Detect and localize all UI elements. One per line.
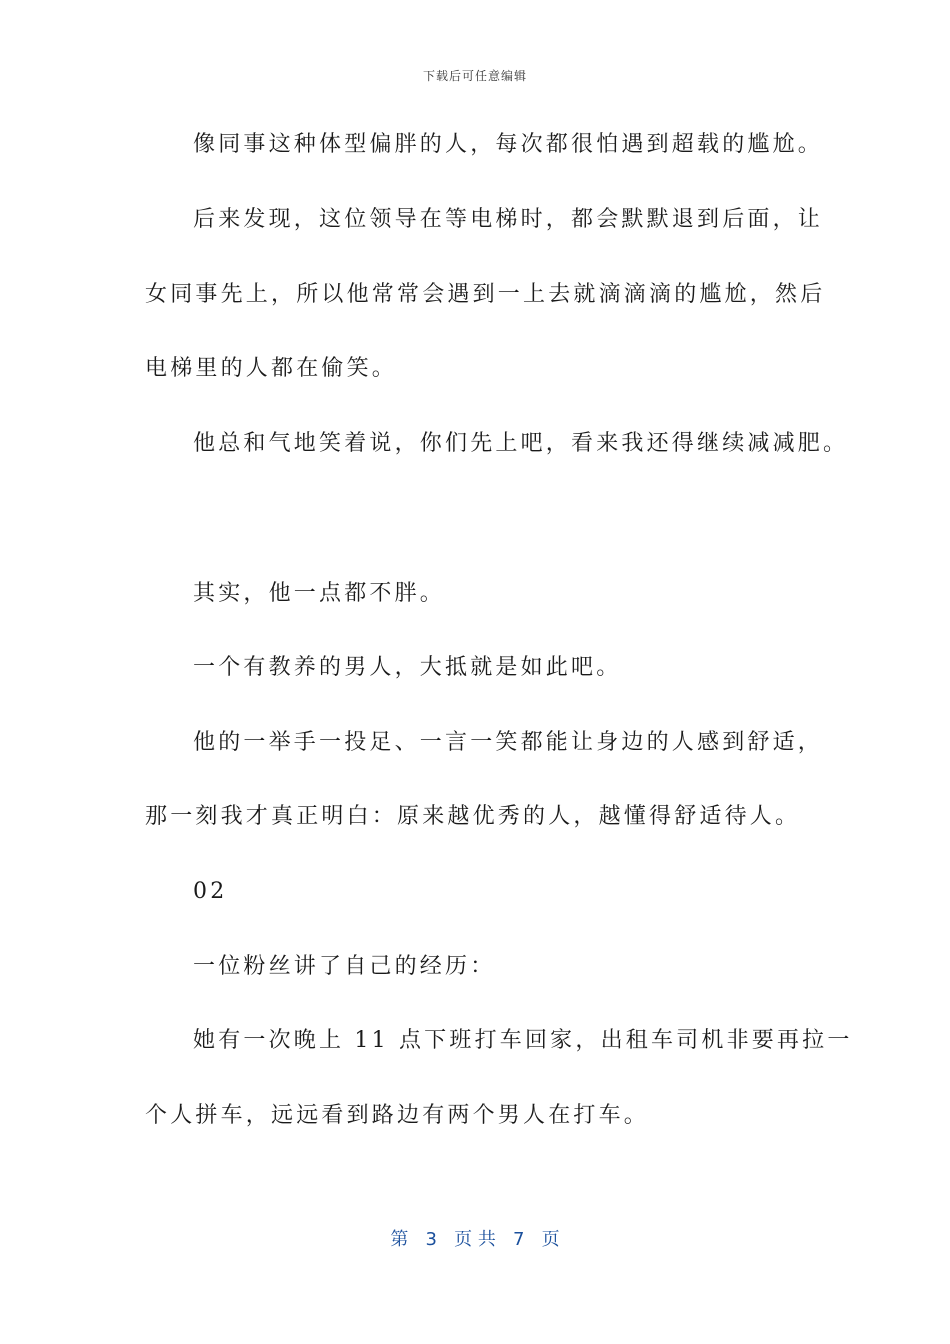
paragraph-line: 其实，他一点都不胖。 (193, 581, 446, 606)
paragraph-line: 个人拼车，远远看到路边有两个男人在打车。 (145, 1103, 650, 1128)
paragraph-line: 那一刻我才真正明白：原来越优秀的人，越懂得舒适待人。 (145, 804, 801, 829)
paragraph-line: 女同事先上，所以他常常会遇到一上去就滴滴滴的尴尬，然后 (145, 282, 826, 307)
footer-suffix: 页 (541, 1229, 560, 1250)
paragraph-line: 她有一次晚上 11 点下班打车回家，出租车司机非要再拉一 (193, 1028, 853, 1053)
footer-middle: 页 共 (454, 1229, 496, 1250)
paragraph-line: 像同事这种体型偏胖的人，每次都很怕遇到超载的尴尬。 (193, 132, 824, 157)
section-number: 02 (193, 879, 228, 904)
footer-prefix: 第 (390, 1229, 409, 1250)
total-page-number: 7 (513, 1229, 525, 1250)
current-page-number: 3 (425, 1229, 437, 1250)
paragraph-line: 电梯里的人都在偷笑。 (145, 356, 398, 381)
page-header: 下载后可任意编辑 (422, 69, 527, 83)
page-footer (0, 1225, 950, 1251)
paragraph-line: 一位粉丝讲了自己的经历： (193, 954, 496, 979)
paragraph-line: 他总和气地笑着说，你们先上吧，看来我还得继续减减肥。 (193, 431, 849, 456)
paragraph-line: 后来发现，这位领导在等电梯时，都会默默退到后面，让 (193, 207, 824, 232)
paragraph-line: 一个有教养的男人，大抵就是如此吧。 (193, 655, 622, 680)
paragraph-line: 他的一举手一投足、一言一笑都能让身边的人感到舒适， (193, 730, 824, 755)
